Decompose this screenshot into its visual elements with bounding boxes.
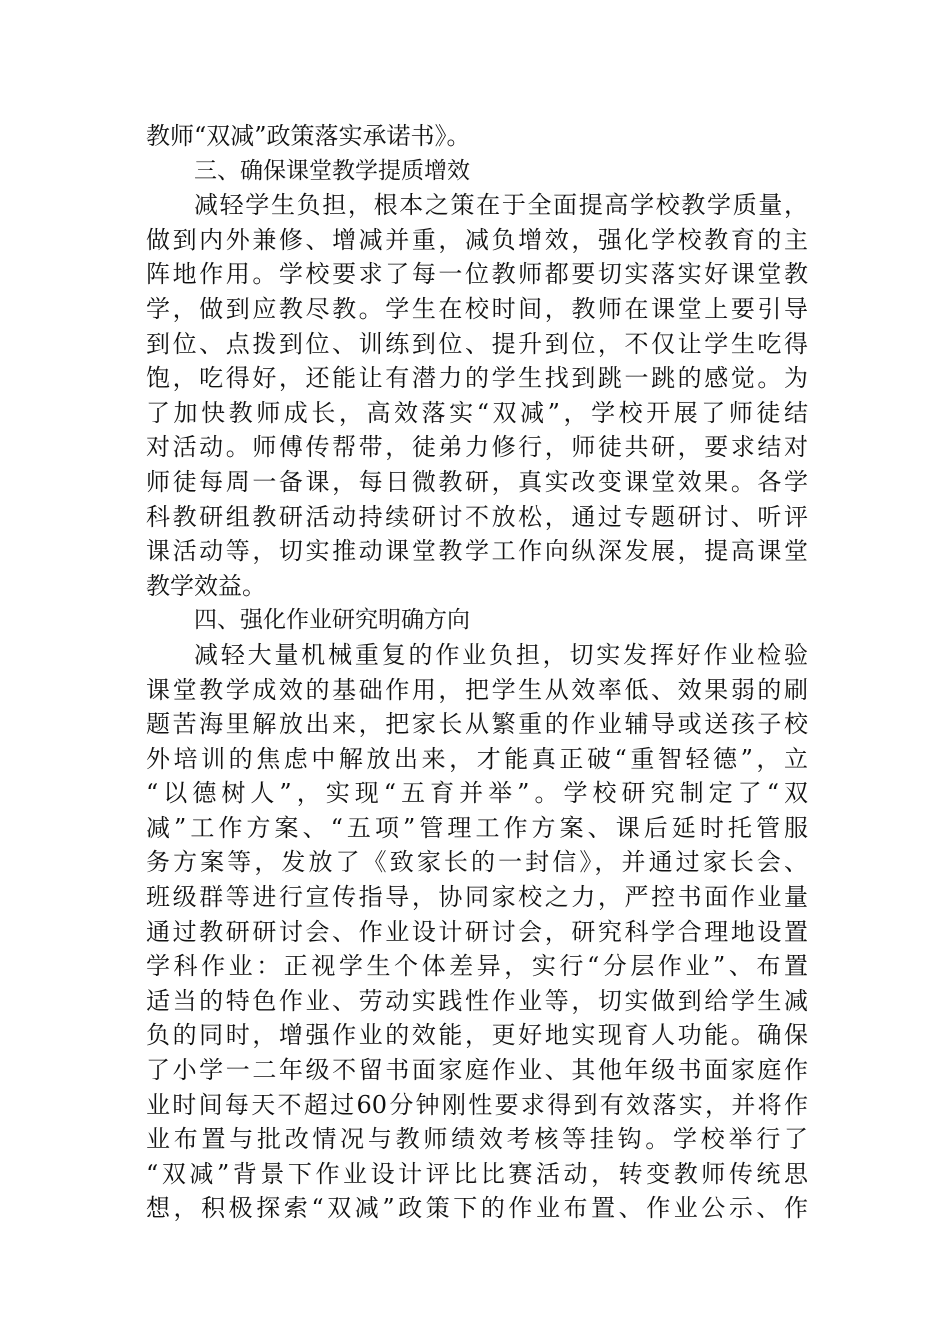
paragraph-line: 务方案等，发放了《致家长的一封信》，并通过家长会、	[146, 848, 808, 877]
paragraph-line: 教师“双减”政策落实承诺书》。	[146, 122, 471, 150]
paragraph-line: 学，做到应教尽教。学生在校时间，教师在课堂上要引导	[146, 294, 808, 323]
paragraph-line: 了加快教师成长，高效落实“双减”，学校开展了师徒结	[146, 398, 808, 427]
section-4-paragraph	[146, 638, 808, 1226]
paragraph-line: 班级群等进行宣传指导，协同家校之力，严控书面作业量	[146, 883, 808, 912]
paragraph-line: 想，积极探索“双减”政策下的作业布置、作业公示、作	[146, 1194, 808, 1223]
paragraph-line: 饱，吃得好，还能让有潜力的学生找到跳一跳的感觉。为	[146, 364, 808, 393]
section-heading-4: 四、强化作业研究明确方向	[194, 607, 470, 634]
paragraph-line: 减”工作方案、“五项”管理工作方案、课后延时托管服	[146, 813, 808, 842]
paragraph-line: 通过教研研讨会、作业设计研讨会，研究科学合理地设置	[146, 917, 808, 946]
paragraph-line: 师徒每周一备课，每日微教研，真实改变课堂效果。各学	[146, 467, 808, 496]
section-3-paragraph	[146, 188, 808, 603]
paragraph-line: 外培训的焦虑中解放出来，才能真正破“重智轻德”，立	[146, 744, 808, 773]
paragraph-line: “双减”背景下作业设计评比比赛活动，转变教师传统思	[146, 1159, 808, 1188]
paragraph-line: 业布置与批改情况与教师绩效考核等挂钩。学校举行了	[146, 1125, 808, 1154]
paragraph-line: 学科作业：正视学生个体差异，实行“分层作业”、布置	[146, 952, 808, 981]
paragraph-line: “以德树人”，实现“五育并举”。学校研究制定了“双	[146, 779, 808, 808]
section-heading-3: 三、确保课堂教学提质增效	[194, 157, 470, 184]
paragraph-line: 题苦海里解放出来，把家长从繁重的作业辅导或送孩子校	[146, 710, 808, 739]
paragraph-line: 科教研组教研活动持续研讨不放松，通过专题研讨、听评	[146, 502, 808, 531]
paragraph-line: 对活动。师傅传帮带，徒弟力修行，师徒共研，要求结对	[146, 433, 808, 462]
paragraph-line: 减轻大量机械重复的作业负担，切实发挥好作业检验	[194, 640, 808, 669]
paragraph-line: 课堂教学成效的基础作用，把学生从效率低、效果弱的刷	[146, 675, 808, 704]
paragraph-line: 课活动等，切实推动课堂教学工作向纵深发展，提高课堂	[146, 537, 808, 566]
document-page	[146, 119, 808, 1226]
paragraph-line: 适当的特色作业、劳动实践性作业等，切实做到给学生减	[146, 986, 808, 1015]
paragraph-line: 到位、点拨到位、训练到位、提升到位，不仅让学生吃得	[146, 329, 808, 358]
paragraph-line: 了小学一二年级不留书面家庭作业、其他年级书面家庭作	[146, 1056, 808, 1085]
paragraph-line: 阵地作用。学校要求了每一位教师都要切实落实好课堂教	[146, 260, 808, 289]
paragraph-line: 业时间每天不超过60分钟刚性要求得到有效落实，并将作	[146, 1090, 808, 1119]
paragraph-line: 减轻学生负担，根本之策在于全面提高学校教学质量，	[194, 191, 808, 220]
paragraph-line: 做到内外兼修、增减并重，减负增效，强化学校教育的主	[146, 225, 808, 254]
paragraph-line: 负的同时，增强作业的效能，更好地实现育人功能。确保	[146, 1021, 808, 1050]
paragraph-line: 教学效益。	[146, 571, 266, 600]
